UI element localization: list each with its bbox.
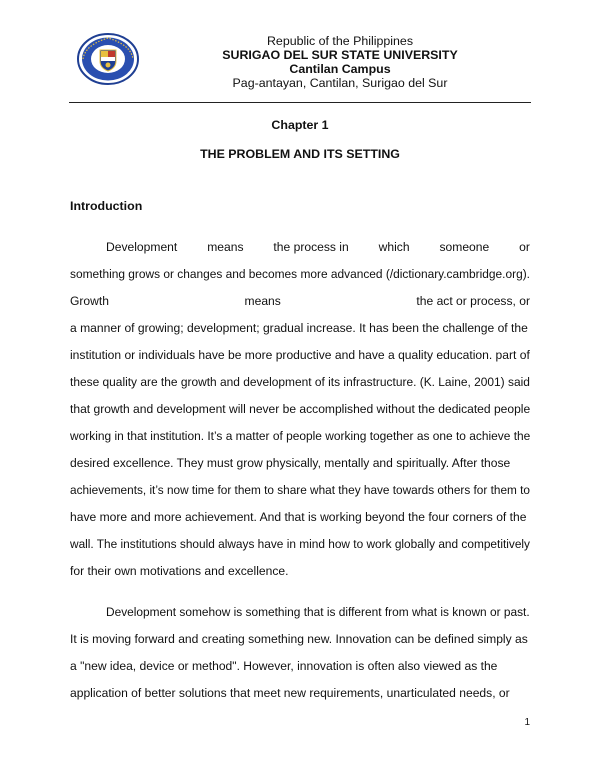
university-name: SURIGAO DEL SUR STATE UNIVERSITY [222,48,458,62]
para1-line10: achievements, it’s now time for them to share what they have towards others for them to [70,483,530,497]
para1-line3: Growth means the act or process, or [70,294,530,308]
university-seal-icon [77,33,139,85]
para1-line12: wall. The institutions should always have in mind how to work globally and competitively [70,537,530,551]
para2-line2: It is moving forward and creating something new. Innovation can be defined simply as [70,632,528,646]
para1-line6: these quality are the growth and development of its infrastructure. (K. Laine, 2001) said [70,375,530,389]
page-number: 1 [524,717,530,728]
letterhead [140,34,540,90]
section-heading: Introduction [70,199,143,213]
address-line: Pag-antayan, Cantilan, Surigao del Sur [232,76,448,90]
para1-line9: desired excellence. They must grow physically, mentally and spiritually. After those [70,456,511,470]
para1-line7: that growth and development will never be accomplished without the dedicated people [70,402,531,416]
republic-line: Republic of the Philippines [266,34,414,48]
para1-line2: something grows or changes and becomes more advanced (/dictionary.cambridge.org). [70,267,530,281]
para2-line1: Development somehow is something that is different from what is known or past. [106,605,530,619]
para1-line8: working in that institution. It’s a matter of people working together as one to achieve the [70,429,531,443]
para1-line5: institution or individuals have be more productive and have a quality education. part of [70,348,530,362]
chapter-label: Chapter 1 [271,118,329,132]
para1-line1: Development means the process in which someone or [106,240,530,254]
para2-line4: application of better solutions that meet new requirements, unarticulated needs, or [70,686,510,700]
header-divider [69,102,531,103]
para2-line3: a "new idea, device or method". However, innovation is often also viewed as the [70,659,498,673]
para1-line13: for their own motivations and excellence. [70,564,289,578]
para1-line11: have more and more achievement. And that is working beyond the four corners of the [70,510,527,524]
para1-line4: a manner of growing; development; gradual increase. It has been the challenge of the [70,321,528,335]
chapter-title: THE PROBLEM AND ITS SETTING [200,147,400,161]
campus-name: Cantilan Campus [289,62,391,76]
